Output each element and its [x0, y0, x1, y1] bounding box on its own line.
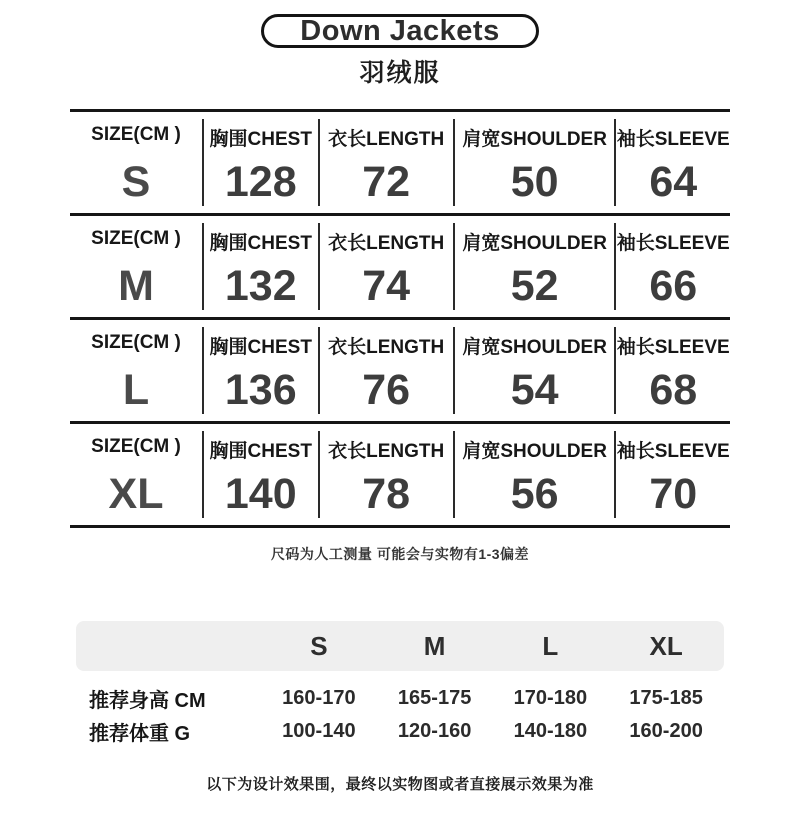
chest-value: 140 — [224, 470, 297, 518]
recommend-table — [76, 621, 724, 748]
size-value: XL — [108, 470, 164, 518]
col-header-length: 衣长LENGTH — [328, 129, 445, 150]
col-header-chest: 胸围CHEST — [209, 441, 312, 462]
chest-cell — [202, 327, 318, 414]
table-row — [70, 421, 730, 525]
chest-cell — [202, 431, 318, 518]
col-header-chest: 胸围CHEST — [209, 337, 312, 358]
sleeve-value: 68 — [649, 366, 698, 414]
col-header-sleeve: 袖长SLEEVE — [616, 129, 730, 150]
sleeve-cell — [614, 119, 730, 206]
table-row — [70, 317, 730, 421]
length-value: 72 — [362, 158, 411, 206]
recommend-body — [76, 682, 724, 748]
sleeve-value: 70 — [649, 470, 698, 518]
size-cell — [70, 223, 202, 310]
shoulder-value: 54 — [510, 366, 559, 414]
shoulder-value: 52 — [510, 262, 559, 310]
chest-cell — [202, 223, 318, 310]
shoulder-cell — [453, 431, 615, 518]
height-value-xl: 175-185 — [629, 687, 703, 709]
length-cell — [318, 327, 453, 414]
shoulder-value: 50 — [510, 158, 559, 206]
col-header-size: SIZE(CM ) — [91, 436, 181, 457]
recommend-header-l: L — [542, 630, 559, 661]
sleeve-value: 66 — [649, 262, 698, 310]
weight-value-l: 140-180 — [513, 720, 588, 742]
page-subtitle: 羽绒服 — [359, 59, 441, 87]
weight-value-xl: 160-200 — [629, 720, 703, 742]
shoulder-cell — [453, 119, 615, 206]
sleeve-cell — [614, 431, 730, 518]
chest-value: 128 — [224, 158, 297, 206]
length-cell — [318, 223, 453, 310]
col-header-size: SIZE(CM ) — [91, 228, 181, 249]
size-value: S — [121, 158, 151, 206]
weight-value-m: 120-160 — [397, 720, 472, 742]
length-cell — [318, 119, 453, 206]
height-value-m: 165-175 — [397, 687, 472, 709]
height-value-l: 170-180 — [513, 687, 588, 709]
table-row — [70, 109, 730, 213]
recommend-row-weight — [76, 715, 724, 748]
col-header-sleeve: 袖长SLEEVE — [616, 441, 730, 462]
length-cell — [318, 431, 453, 518]
footer-disclaimer-note: 以下为设计效果围，最终以实物图或者直接展示效果为准 — [206, 776, 594, 793]
col-header-shoulder: 肩宽SHOULDER — [462, 233, 607, 254]
size-cell — [70, 119, 202, 206]
shoulder-cell — [453, 327, 615, 414]
size-value: M — [118, 262, 154, 310]
col-header-sleeve: 袖长SLEEVE — [616, 233, 730, 254]
recommend-header-bar — [76, 621, 724, 671]
size-cell — [70, 431, 202, 518]
title-pill — [261, 14, 539, 48]
chest-cell — [202, 119, 318, 206]
recommend-row-height — [76, 682, 724, 715]
col-header-length: 衣长LENGTH — [328, 233, 445, 254]
col-header-size: SIZE(CM ) — [91, 124, 181, 145]
col-header-length: 衣长LENGTH — [328, 337, 445, 358]
col-header-shoulder: 肩宽SHOULDER — [462, 129, 607, 150]
col-header-size: SIZE(CM ) — [91, 332, 181, 353]
sleeve-cell — [614, 223, 730, 310]
col-header-length: 衣长LENGTH — [328, 441, 445, 462]
weight-value-s: 100-140 — [282, 720, 356, 742]
page-title: Down Jackets — [300, 14, 500, 47]
recommend-header-s: S — [310, 630, 328, 661]
height-value-s: 160-170 — [282, 687, 356, 709]
col-header-chest: 胸围CHEST — [209, 129, 312, 150]
measure-tolerance-note: 尺码为人工测量 可能会与实物有1-3偏差 — [270, 546, 530, 562]
length-value: 78 — [362, 470, 411, 518]
sleeve-cell — [614, 327, 730, 414]
recommend-header-xl: XL — [649, 630, 683, 661]
chest-value: 132 — [224, 262, 297, 310]
chest-value: 136 — [224, 366, 297, 414]
col-header-shoulder: 肩宽SHOULDER — [462, 337, 607, 358]
row-label-height: 推荐身高 CM — [89, 690, 206, 712]
length-value: 76 — [362, 366, 411, 414]
length-value: 74 — [362, 262, 411, 310]
size-cell — [70, 327, 202, 414]
row-label-weight: 推荐体重 G — [89, 723, 191, 745]
col-header-shoulder: 肩宽SHOULDER — [462, 441, 607, 462]
size-table — [70, 109, 730, 528]
size-value: L — [122, 366, 150, 414]
col-header-chest: 胸围CHEST — [209, 233, 312, 254]
table-row — [70, 213, 730, 317]
page — [0, 14, 800, 794]
sleeve-value: 64 — [649, 158, 698, 206]
col-header-sleeve: 袖长SLEEVE — [616, 337, 730, 358]
recommend-header-m: M — [423, 630, 446, 661]
shoulder-value: 56 — [510, 470, 559, 518]
shoulder-cell — [453, 223, 615, 310]
